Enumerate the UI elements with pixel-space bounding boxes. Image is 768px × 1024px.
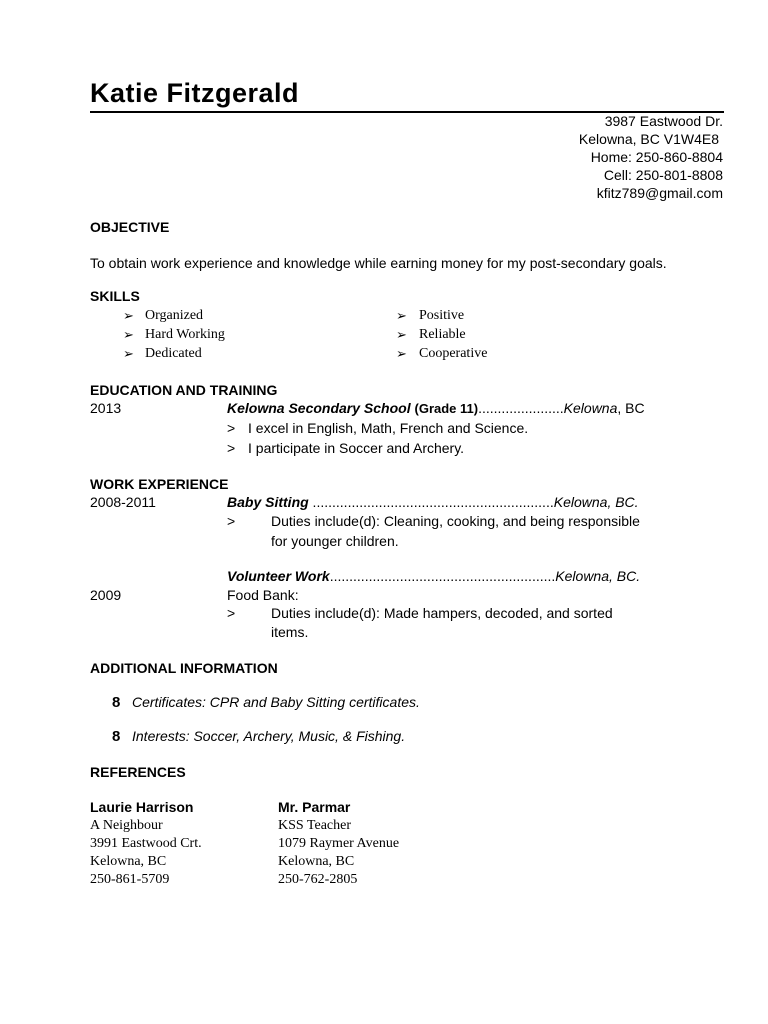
objective-heading: OBJECTIVE xyxy=(90,219,170,235)
job2-duty-line1: Duties include(d): Made hampers, decoded, and sorted xyxy=(271,605,613,621)
reference-phone: 250-762-2805 xyxy=(278,872,358,887)
email-address: kfitz789@gmail.com xyxy=(596,185,723,201)
additional-heading: ADDITIONAL INFORMATION xyxy=(90,660,278,676)
reference-city: Kelowna, BC xyxy=(278,854,355,869)
reference-role: A Neighbour xyxy=(90,818,163,833)
reference-name: Mr. Parmar xyxy=(278,799,351,815)
reference-role: KSS Teacher xyxy=(278,818,352,833)
job1-location: Kelowna, BC. xyxy=(553,494,639,510)
job1-duty-line1: Duties include(d): Cleaning, cooking, and being responsible xyxy=(271,513,640,529)
job2-line xyxy=(227,568,640,584)
school-name: Kelowna Secondary School xyxy=(227,400,411,416)
education-bullet: I excel in English, Math, French and Science. xyxy=(248,420,529,436)
skills-heading: SKILLS xyxy=(90,288,140,304)
school-grade: (Grade 11) xyxy=(414,401,479,416)
skill-item: Hard Working xyxy=(145,327,225,342)
skill-item: Organized xyxy=(145,308,204,323)
reference-phone: 250-861-5709 xyxy=(90,872,170,887)
job2-location: Kelowna, BC. xyxy=(555,568,641,584)
skill-item: Positive xyxy=(419,308,465,323)
school-province: , BC xyxy=(617,400,645,416)
additional-item: Certificates: CPR and Baby Sitting certificates. xyxy=(132,694,420,710)
arrow-bullet-icon: ➢ xyxy=(396,327,407,342)
gt-bullet-icon: > xyxy=(227,440,236,456)
gt-bullet-icon: > xyxy=(227,420,236,436)
home-phone: Home: 250-860-8804 xyxy=(590,149,723,165)
arrow-bullet-icon: ➢ xyxy=(123,308,134,323)
reference-name: Laurie Harrison xyxy=(90,799,194,815)
address-line2: Kelowna, BC V1W4E8 xyxy=(578,131,719,147)
additional-item: Interests: Soccer, Archery, Music, & Fishing. xyxy=(132,728,406,744)
job2-duty-line2: items. xyxy=(271,624,309,640)
job1-years: 2008-2011 xyxy=(90,494,156,510)
job1-line xyxy=(227,494,639,510)
reference-city: Kelowna, BC xyxy=(90,854,167,869)
leader-dots: .............................................................. xyxy=(308,494,554,510)
education-entry xyxy=(227,400,645,416)
cell-phone: Cell: 250-801-8808 xyxy=(603,167,723,183)
job1-title: Baby Sitting xyxy=(227,494,309,510)
work-heading: WORK EXPERIENCE xyxy=(90,476,229,492)
wingding-bullet-icon: 8 xyxy=(112,728,121,745)
education-heading: EDUCATION AND TRAINING xyxy=(90,382,278,398)
arrow-bullet-icon: ➢ xyxy=(396,346,407,361)
education-bullet: I participate in Soccer and Archery. xyxy=(248,440,465,456)
job2-title: Volunteer Work xyxy=(227,568,330,584)
reference-street: 1079 Raymer Avenue xyxy=(278,836,400,851)
gt-bullet-icon: > xyxy=(227,605,236,621)
education-year: 2013 xyxy=(90,400,122,416)
leader-dots: ...................... xyxy=(478,400,564,416)
school-city: Kelowna xyxy=(563,400,618,416)
candidate-name: Katie Fitzgerald xyxy=(90,78,300,108)
skill-item: Reliable xyxy=(419,327,466,342)
references-heading: REFERENCES xyxy=(90,764,186,780)
leader-dots: .......................................................... xyxy=(329,568,556,584)
address-line1: 3987 Eastwood Dr. xyxy=(604,113,723,129)
job1-duty-line2: for younger children. xyxy=(271,533,399,549)
job2-org: Food Bank: xyxy=(227,587,299,603)
gt-bullet-icon: > xyxy=(227,513,236,529)
skill-item: Dedicated xyxy=(145,346,202,361)
reference-street: 3991 Eastwood Crt. xyxy=(90,836,202,851)
objective-text: To obtain work experience and knowledge while earning money for my post-secondary goals. xyxy=(90,255,667,271)
arrow-bullet-icon: ➢ xyxy=(123,346,134,361)
skill-item: Cooperative xyxy=(419,346,488,361)
wingding-bullet-icon: 8 xyxy=(112,694,121,711)
arrow-bullet-icon: ➢ xyxy=(123,327,134,342)
job2-year: 2009 xyxy=(90,587,122,603)
arrow-bullet-icon: ➢ xyxy=(396,308,407,323)
